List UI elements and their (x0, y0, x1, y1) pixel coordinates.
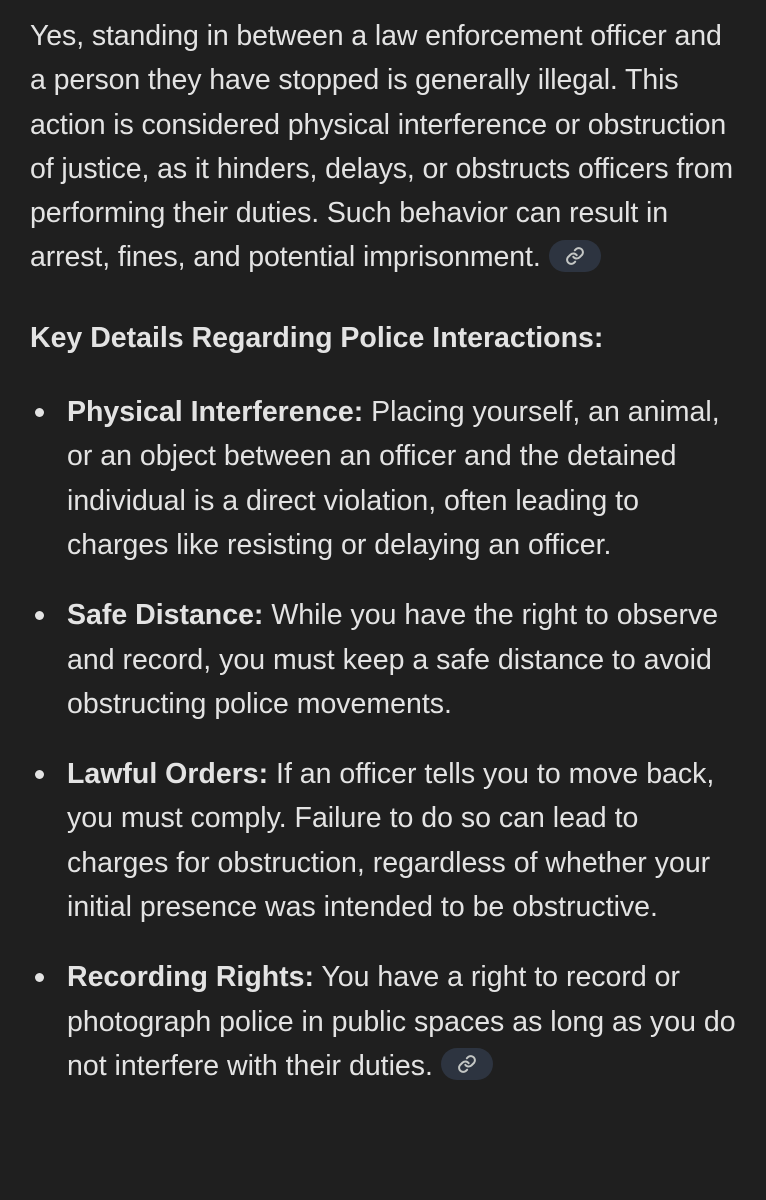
bullet-dot (35, 611, 44, 620)
details-list (30, 390, 736, 1088)
section-heading: Key Details Regarding Police Interactions: (30, 321, 604, 354)
bullet-dot (35, 408, 44, 417)
list-item-text: While you have the right to observe and record, you must keep a safe distance to avoid obstructing police movements. (67, 599, 719, 720)
list-item-term: Recording Rights: (67, 961, 314, 994)
intro-text: Yes, standing in between a law enforcement officer and a person they have stopped is generally illegal. This action is considered physical interference or obstruction of justice, as it hinders, delays, or obstructs officers from performing their duties. Such behavior can result in arrest, fines, and potential imprisonment. (30, 20, 733, 274)
intro-paragraph (30, 14, 736, 280)
list-item-text: Placing yourself, an animal, or an object between an officer and the detained individual is a direct violation, often leading to charges like resisting or delaying an officer. (67, 396, 720, 561)
bullet-dot (35, 973, 44, 982)
list-item-physical-interference (30, 390, 736, 567)
list-item-safe-distance (30, 593, 736, 726)
source-link-chip[interactable] (549, 240, 601, 272)
list-item-lawful-orders (30, 752, 736, 929)
link-icon (565, 246, 585, 266)
source-link-chip[interactable] (441, 1048, 493, 1080)
bullet-dot (35, 770, 44, 779)
list-item-term: Lawful Orders: (67, 758, 269, 791)
list-item-text: If an officer tells you to move back, you must comply. Failure to do so can lead to charges for obstruction, regardless of whether your initial presence was intended to be obstructive. (67, 758, 715, 924)
list-item-term: Physical Interference: (67, 396, 364, 429)
link-icon (457, 1054, 477, 1074)
list-item-recording-rights (30, 955, 736, 1088)
list-item-term: Safe Distance: (67, 599, 264, 632)
list-item-text: You have a right to record or photograph police in public spaces as long as you do not interfere with their duties. (67, 961, 736, 1082)
